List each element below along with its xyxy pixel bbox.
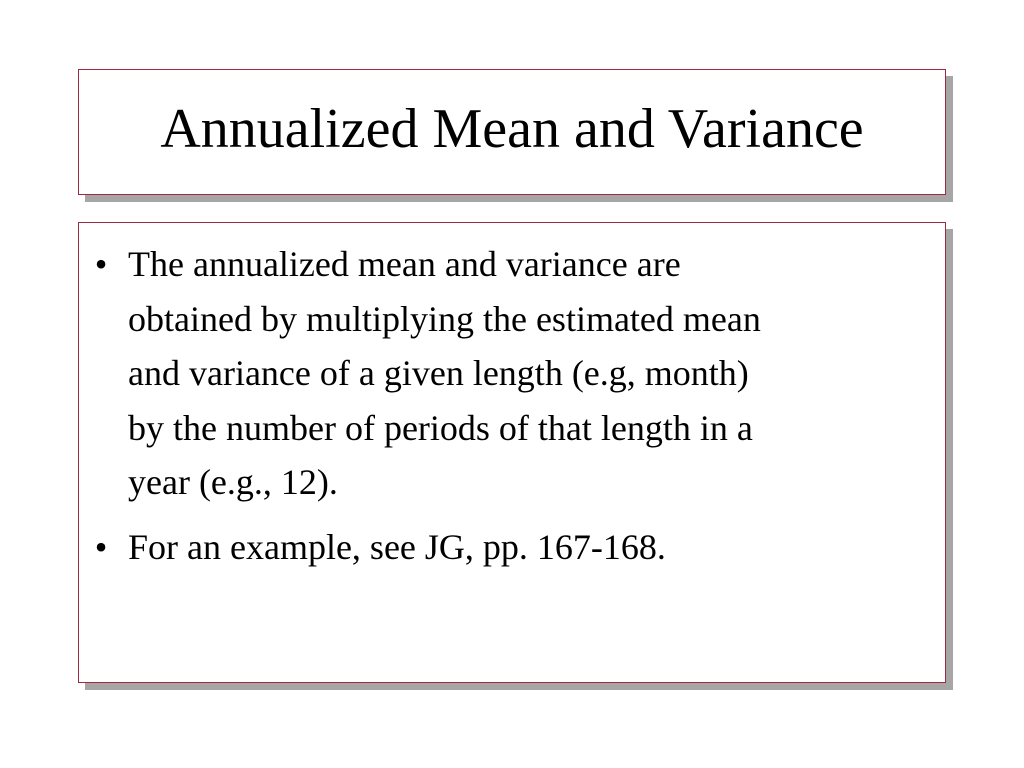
slide-title: Annualized Mean and Variance — [160, 98, 864, 160]
bullet-line: by the number of periods of that length in a — [128, 407, 753, 448]
bullet-item-1 — [79, 237, 945, 510]
bullet-line: year (e.g., 12). — [128, 462, 338, 502]
bullet-list — [79, 237, 945, 584]
bullet-line: The annualized mean and variance are — [128, 244, 681, 284]
bullet-line: For an example, see JG, pp. 167-168. — [128, 526, 666, 567]
title-box — [78, 69, 946, 195]
content-box — [78, 222, 946, 683]
bullet-icon: • — [94, 244, 108, 284]
bullet-item-2 — [79, 520, 945, 575]
bullet-icon: • — [94, 526, 108, 567]
bullet-line: obtained by multiplying the estimated mean — [128, 298, 761, 339]
bullet-line: and variance of a given length (e.g, month) — [128, 353, 749, 393]
